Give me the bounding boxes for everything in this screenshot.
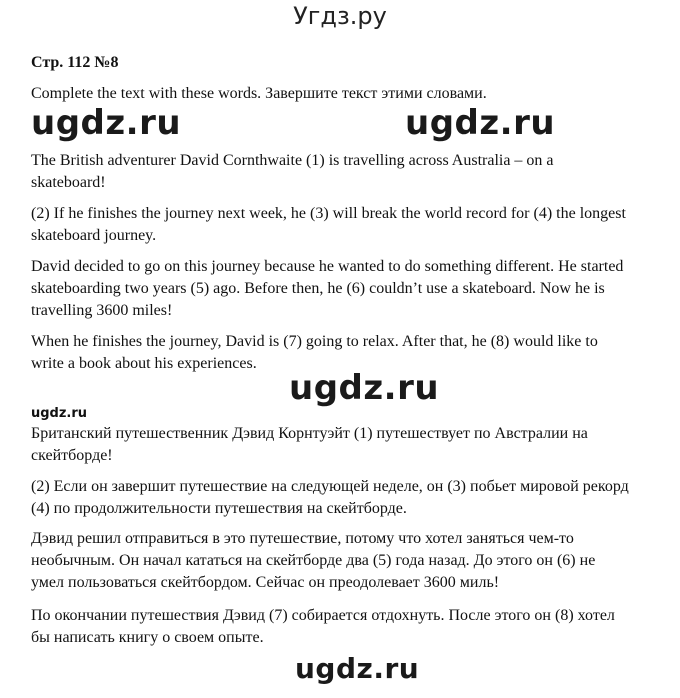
watermark-small: ugdz.ru (31, 406, 88, 421)
watermark-logo-bottom: ugdz.ru (295, 652, 420, 685)
english-paragraph-2: (2) If he finishes the journey next week, he (3) will break the world record for (4) the longest skateboard journey. (31, 205, 626, 244)
russian-paragraph-2: (2) Если он завершит путешествие на следующей неделе, он (3) побьет мировой рекорд (4) по продолжительности путешествия на скейтборде. (31, 478, 629, 517)
russian-paragraph-3: Дэвид решил отправиться в это путешествие, потому что хотел заняться чем-то необычным. Он начал кататься на скейтборде два (5) года назад. До этого он (6) не умел пользоваться скейтбордом. Сейчас он преодолевает 3600 миль! (31, 530, 596, 591)
english-paragraph-4: When he finishes the journey, David is (7) going to relax. After that, he (8) would like to write a book about his experiences. (31, 333, 598, 372)
watermark-logo: ugdz.ru (289, 368, 440, 408)
instruction-text: Complete the text with these words. Завершите текст этими словами. (31, 85, 487, 102)
watermark-logo: ugdz.ru (31, 103, 182, 143)
exercise-heading: Стр. 112 №8 (31, 54, 119, 71)
site-title: Угдз.ру (293, 2, 387, 30)
russian-paragraph-4: По окончании путешествия Дэвид (7) собирается отдохнуть. После этого он (8) хотел бы написать книгу о своем опыте. (31, 607, 615, 646)
watermark-logo: ugdz.ru (405, 103, 556, 143)
english-paragraph-3: David decided to go on this journey because he wanted to do something different. He started skateboarding two years (5) ago. Before then, he (6) couldn’t use a skateboard. Now he is travelling 3600 miles! (31, 258, 624, 319)
russian-paragraph-1: Британский путешественник Дэвид Корнтуэйт (1) путешествует по Австралии на скейтборде! (31, 425, 588, 464)
english-paragraph-1: The British adventurer David Cornthwaite (1) is travelling across Australia – on a skateboard! (31, 152, 554, 191)
